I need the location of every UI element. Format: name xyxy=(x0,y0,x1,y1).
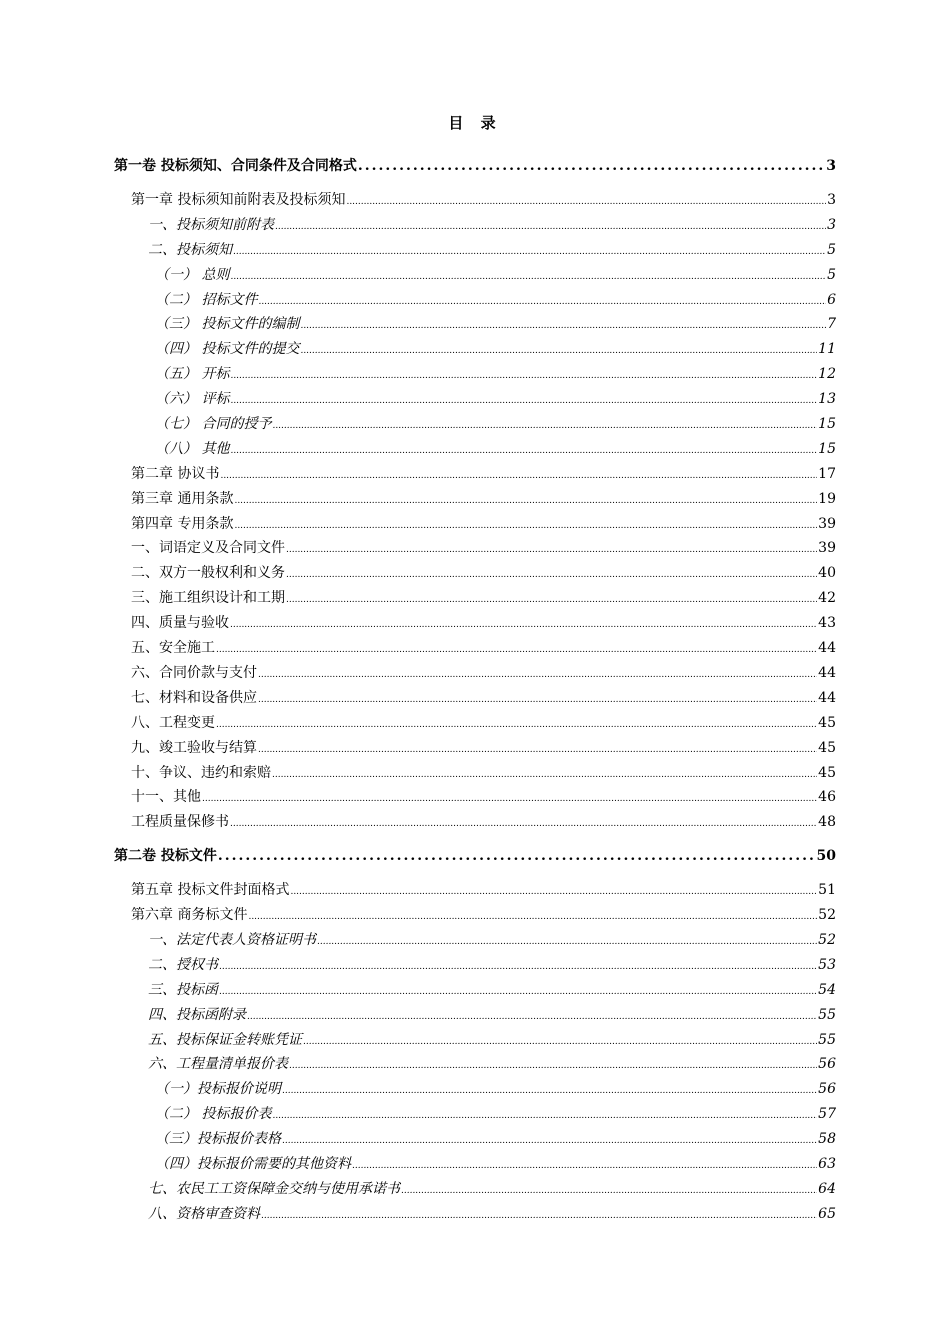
toc-entry-label: 第一卷 投标须知、合同条件及合同格式 xyxy=(114,158,357,174)
toc-entry[interactable] xyxy=(131,638,836,658)
toc-entry[interactable] xyxy=(155,389,836,409)
dot-leader xyxy=(282,1081,817,1101)
dot-leader xyxy=(300,341,817,361)
toc-page-number: 55 xyxy=(818,1032,836,1048)
toc-entry-label: 五、安全施工 xyxy=(131,640,215,656)
toc-entry-label: 七、材料和设备供应 xyxy=(131,690,257,706)
dot-leader xyxy=(317,932,817,952)
toc-entry-label: 第一章 投标须知前附表及投标须知 xyxy=(131,192,346,208)
toc-entry[interactable] xyxy=(131,812,836,832)
toc-entry-label: 九、竣工验收与结算 xyxy=(131,740,257,756)
toc-entry-label: （七） 合同的授予 xyxy=(155,416,272,432)
dot-leader xyxy=(230,615,817,635)
toc-entry[interactable] xyxy=(131,514,836,534)
toc-entry-label: 三、施工组织设计和工期 xyxy=(131,590,285,606)
toc-entry-label: 十一、其他 xyxy=(131,789,201,805)
toc-page-number: 63 xyxy=(818,1156,836,1172)
toc-entry[interactable] xyxy=(131,489,836,509)
toc-entry[interactable] xyxy=(155,364,836,384)
toc-page-number: 13 xyxy=(818,391,836,407)
toc-entry-label: （一）投标报价说明 xyxy=(155,1081,281,1097)
toc-entry[interactable] xyxy=(148,980,836,1000)
toc-entry-label: （四）投标报价需要的其他资料 xyxy=(155,1156,351,1172)
toc-entry[interactable] xyxy=(155,314,836,334)
dot-leader xyxy=(219,982,817,1002)
dot-leader xyxy=(258,292,826,312)
toc-page-number: 43 xyxy=(818,615,836,631)
toc-entry[interactable] xyxy=(155,1079,836,1099)
toc-page-number: 51 xyxy=(818,882,836,898)
toc-entry-label: （二） 投标报价表 xyxy=(155,1106,272,1122)
dot-leader xyxy=(352,1156,817,1176)
toc-entry-label: （五） 开标 xyxy=(155,366,230,382)
toc-page-number: 5 xyxy=(827,242,836,258)
toc-entry[interactable] xyxy=(155,290,836,310)
toc-page-number: 17 xyxy=(818,466,836,482)
toc-page-number: 40 xyxy=(818,565,836,581)
toc-entry-label: 第四章 专用条款 xyxy=(131,516,234,532)
toc-entry[interactable] xyxy=(131,588,836,608)
toc-page-number: 45 xyxy=(818,765,836,781)
dot-leader xyxy=(248,907,817,927)
toc-entry[interactable] xyxy=(155,414,836,434)
toc-entry-label: （三）投标报价表格 xyxy=(155,1131,281,1147)
toc-page-number: 52 xyxy=(818,932,836,948)
toc-entry[interactable] xyxy=(155,1154,836,1174)
toc-volume-entry[interactable] xyxy=(114,846,836,866)
toc-entry[interactable] xyxy=(131,905,836,925)
dot-leader xyxy=(216,640,817,660)
toc-entry-label: 第六章 商务标文件 xyxy=(131,907,248,923)
toc-page-number: 12 xyxy=(818,366,836,382)
toc-entry-label: 四、投标函附录 xyxy=(148,1007,246,1023)
toc-page-number: 46 xyxy=(818,789,836,805)
toc-page-number: 44 xyxy=(818,665,836,681)
dot-leader xyxy=(218,846,816,866)
toc-entry[interactable] xyxy=(148,1054,836,1074)
dot-leader xyxy=(286,540,817,560)
dot-leader xyxy=(286,565,817,585)
toc-page-number: 56 xyxy=(818,1056,836,1072)
toc-page-number: 64 xyxy=(818,1181,836,1197)
toc-page-number: 19 xyxy=(818,491,836,507)
toc-entry-label: 二、双方一般权利和义务 xyxy=(131,565,285,581)
toc-entry-label: 八、资格审查资料 xyxy=(148,1206,260,1222)
toc-page-number: 7 xyxy=(827,316,836,332)
toc-page-number: 58 xyxy=(818,1131,836,1147)
dot-leader xyxy=(230,267,826,287)
toc-page-number: 39 xyxy=(818,540,836,556)
toc-page-number: 44 xyxy=(818,640,836,656)
toc-entry[interactable] xyxy=(131,738,836,758)
toc-entry[interactable] xyxy=(131,713,836,733)
toc-entry-label: 一、投标须知前附表 xyxy=(148,217,274,233)
toc-entry[interactable] xyxy=(148,955,836,975)
toc-page-number: 11 xyxy=(818,341,836,357)
toc-entry-label: 八、工程变更 xyxy=(131,715,215,731)
dot-leader xyxy=(272,416,817,436)
dot-leader xyxy=(289,1056,817,1076)
toc-page-number: 15 xyxy=(818,416,836,432)
toc-entry[interactable] xyxy=(131,538,836,558)
toc-entry-label: 二、授权书 xyxy=(148,957,218,973)
toc-entry-label: （三） 投标文件的编制 xyxy=(155,316,300,332)
toc-entry-label: 六、合同价款与支付 xyxy=(131,665,257,681)
dot-leader xyxy=(220,466,817,486)
dot-leader xyxy=(258,690,817,710)
toc-entry-label: 七、农民工工资保障金交纳与使用承诺书 xyxy=(148,1181,400,1197)
toc-entry[interactable] xyxy=(148,215,836,235)
toc-entry[interactable] xyxy=(148,930,836,950)
toc-entry[interactable] xyxy=(155,339,836,359)
dot-leader xyxy=(258,740,817,760)
dot-leader xyxy=(216,715,817,735)
dot-leader xyxy=(233,242,826,262)
dot-leader xyxy=(286,590,817,610)
toc-entry[interactable] xyxy=(148,1204,836,1224)
dot-leader xyxy=(230,366,817,386)
toc-entry-label: （八） 其他 xyxy=(155,441,230,457)
toc-page-number: 3 xyxy=(827,192,836,208)
toc-entry[interactable] xyxy=(131,763,836,783)
toc-page-number: 55 xyxy=(818,1007,836,1023)
toc-entry-label: （四） 投标文件的提交 xyxy=(155,341,300,357)
toc-page-number: 52 xyxy=(818,907,836,923)
toc-page-number: 45 xyxy=(818,740,836,756)
toc-entry[interactable] xyxy=(155,1104,836,1124)
dot-leader xyxy=(230,814,817,834)
toc-entry-label: （六） 评标 xyxy=(155,391,230,407)
toc-entry[interactable] xyxy=(131,663,836,683)
toc-entry-label: 十、争议、违约和索赔 xyxy=(131,765,271,781)
toc-entry-label: 四、质量与验收 xyxy=(131,615,229,631)
toc-page-number: 65 xyxy=(818,1206,836,1222)
toc-entry[interactable] xyxy=(148,1005,836,1025)
toc-page-number: 54 xyxy=(818,982,836,998)
toc-entry[interactable] xyxy=(131,880,836,900)
toc-entry-label: 一、法定代表人资格证明书 xyxy=(148,932,316,948)
toc-entry[interactable] xyxy=(131,190,836,210)
toc-entry[interactable] xyxy=(131,688,836,708)
toc-entry[interactable] xyxy=(131,787,836,807)
dot-leader xyxy=(282,1131,817,1151)
dot-leader xyxy=(230,391,817,411)
toc-entry-label: 第五章 投标文件封面格式 xyxy=(131,882,290,898)
toc-volume-entry[interactable] xyxy=(114,156,836,176)
toc-entry-label: （二） 招标文件 xyxy=(155,292,258,308)
toc-entry-label: 工程质量保修书 xyxy=(131,814,229,830)
toc-entry[interactable] xyxy=(155,1129,836,1149)
dot-leader xyxy=(272,1106,817,1126)
toc-entry[interactable] xyxy=(148,1030,836,1050)
toc-entry-label: 六、工程量清单报价表 xyxy=(148,1056,288,1072)
dot-leader xyxy=(247,1007,817,1027)
dot-leader xyxy=(234,516,817,536)
toc-entry[interactable] xyxy=(131,613,836,633)
toc-entry-label: 五、投标保证金转账凭证 xyxy=(148,1032,302,1048)
toc-entry[interactable] xyxy=(155,265,836,285)
toc-page-number: 45 xyxy=(818,715,836,731)
toc-entry[interactable] xyxy=(148,1179,836,1199)
dot-leader xyxy=(234,491,817,511)
dot-leader xyxy=(230,441,817,461)
toc-page-number: 6 xyxy=(827,292,836,308)
dot-leader xyxy=(202,789,817,809)
toc-page-number: 44 xyxy=(818,690,836,706)
dot-leader xyxy=(358,156,825,176)
dot-leader xyxy=(258,665,817,685)
toc-page-number: 56 xyxy=(818,1081,836,1097)
dot-leader xyxy=(300,316,826,336)
toc-entry-label: 第二卷 投标文件 xyxy=(114,848,217,864)
dot-leader xyxy=(346,192,826,212)
toc-entry[interactable] xyxy=(155,439,836,459)
toc-page-number: 57 xyxy=(818,1106,836,1122)
toc-title: 目 录 xyxy=(448,114,502,132)
toc-entry-label: 第二章 协议书 xyxy=(131,466,220,482)
toc-entry-label: 三、投标函 xyxy=(148,982,218,998)
toc-entry[interactable] xyxy=(148,240,836,260)
toc-entry[interactable] xyxy=(131,563,836,583)
dot-leader xyxy=(290,882,817,902)
dot-leader xyxy=(401,1181,817,1201)
dot-leader xyxy=(219,957,817,977)
toc-page-number: 15 xyxy=(818,441,836,457)
dot-leader xyxy=(272,765,817,785)
dot-leader xyxy=(261,1206,817,1226)
toc-entry[interactable] xyxy=(131,464,836,484)
toc-page-number: 5 xyxy=(827,267,836,283)
toc-page-number: 39 xyxy=(818,516,836,532)
toc-entry-label: 一、词语定义及合同文件 xyxy=(131,540,285,556)
toc-page-number: 53 xyxy=(818,957,836,973)
toc-page-number: 3 xyxy=(826,158,836,174)
toc-page-number: 3 xyxy=(827,217,836,233)
toc-entry-label: 二、投标须知 xyxy=(148,242,232,258)
toc-page-number: 50 xyxy=(816,848,836,864)
dot-leader xyxy=(303,1032,817,1052)
toc-page-number: 42 xyxy=(818,590,836,606)
dot-leader xyxy=(275,217,826,237)
toc-page-number: 48 xyxy=(818,814,836,830)
toc-entry-label: 第三章 通用条款 xyxy=(131,491,234,507)
toc-entry-label: （一） 总则 xyxy=(155,267,230,283)
